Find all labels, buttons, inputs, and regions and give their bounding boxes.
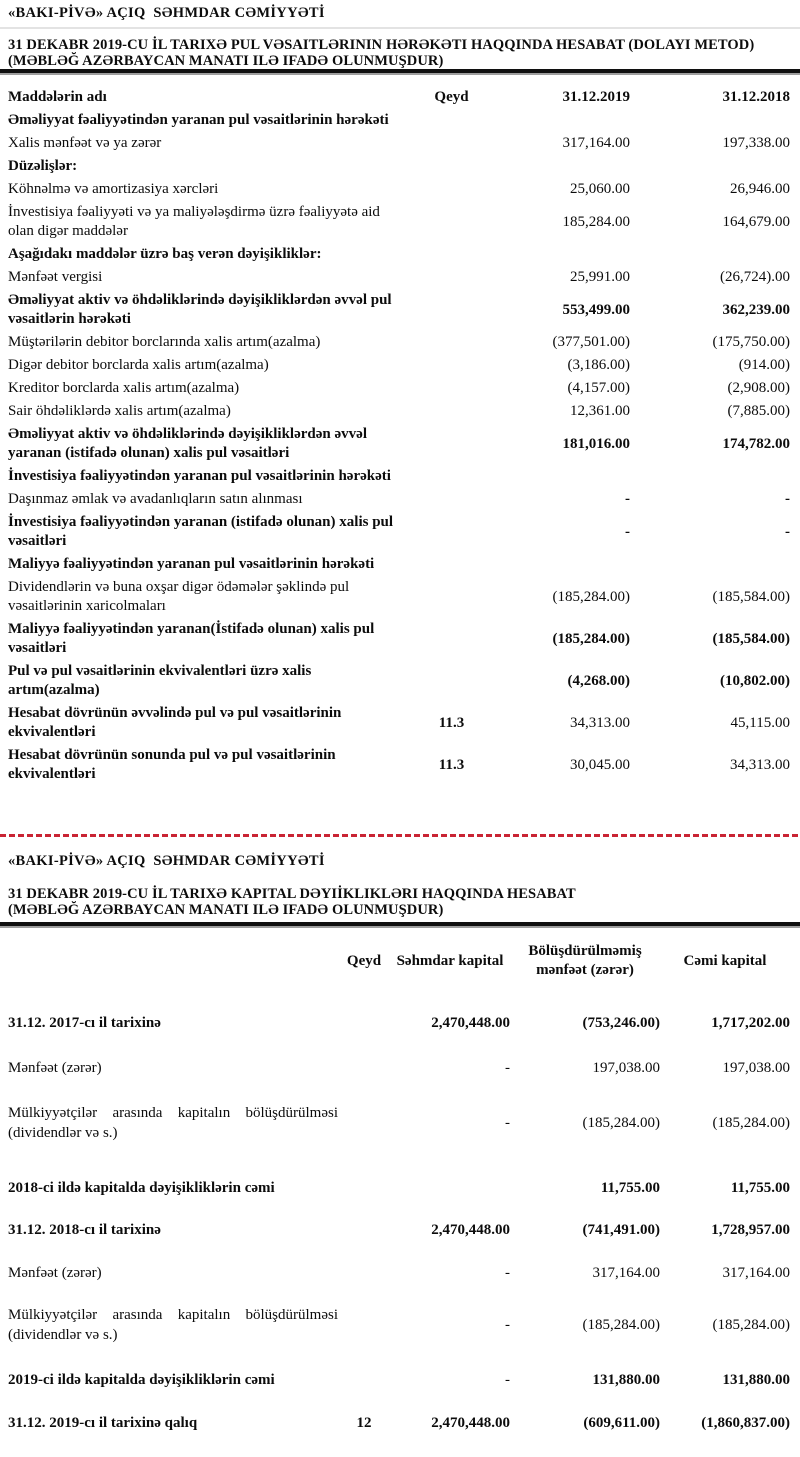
row-label: Maliyyə fəaliyyətindən yaranan pul vəsaitlərinin hərəkəti <box>8 556 375 572</box>
row-label: Mülkiyyətçilər arasında kapitalın bölüşdürülməsi (dividendlər və s.) <box>8 1307 338 1343</box>
table-row <box>8 555 798 574</box>
row-label: Kreditor borclarda xalis artım(azalma) <box>8 380 240 396</box>
table-row <box>8 425 798 463</box>
table-row <box>8 111 798 130</box>
value-2019: (185,284.00) <box>552 588 630 605</box>
table-row <box>8 704 798 742</box>
note-ref: 11.3 <box>438 714 465 731</box>
table-row <box>8 578 798 616</box>
row-label: 31.12. 2017-cı il tarixinə <box>8 1015 161 1031</box>
value-2018: (175,750.00) <box>712 334 790 350</box>
share-capital-value: - <box>505 1265 510 1281</box>
retained-earnings-value: 11,755.00 <box>600 1180 660 1196</box>
row-label: Mənfəət (zərər) <box>8 1265 102 1281</box>
table-row <box>8 746 798 784</box>
row-label: Hesabat dövrünün əvvəlində pul və pul vəsaitlərinin ekvivalentləri <box>8 705 342 740</box>
value-2018: 34,313.00 <box>730 756 790 773</box>
table-row <box>8 662 798 700</box>
total-capital-value: 317,164.00 <box>722 1265 790 1281</box>
value-2018: (185,584.00) <box>712 630 790 647</box>
table-row <box>8 1058 790 1078</box>
table-row <box>8 1220 790 1240</box>
table-row <box>8 180 798 199</box>
value-2018: 164,679.00 <box>722 213 790 230</box>
column-header-total-capital: Cəmi kapital <box>683 952 767 969</box>
table-row <box>8 134 798 153</box>
column-header-note: Qeyd <box>346 952 382 969</box>
table-row <box>8 467 798 486</box>
statement2-title <box>8 886 794 918</box>
column-header-name: Maddələrin adı <box>8 89 107 105</box>
column-header-share-capital: Səhmdar kapital <box>396 952 504 969</box>
column-header-note: Qeyd <box>434 89 469 105</box>
value-2018: (914.00) <box>738 357 790 373</box>
row-label: Aşağıdakı maddələr üzrə baş verən dəyişikliklər: <box>8 246 322 262</box>
share-capital-value: 2,470,448.00 <box>431 1415 510 1431</box>
total-capital-value: 11,755.00 <box>730 1180 790 1196</box>
row-label: Daşınmaz əmlak və avadanlıqların satın alınması <box>8 491 303 507</box>
equity-changes-table <box>8 942 790 1433</box>
statement1-title <box>8 37 794 69</box>
retained-earnings-value: (185,284.00) <box>582 1317 660 1333</box>
value-2018: 197,338.00 <box>722 135 790 151</box>
table-row <box>8 1178 790 1198</box>
value-2018: 362,239.00 <box>722 301 790 318</box>
table-row <box>8 402 798 421</box>
value-2019: 25,060.00 <box>570 181 630 197</box>
company-name: «BAKI-PİVƏ» AÇIQ SƏHMDAR CƏMİYYƏTİ <box>8 853 325 869</box>
cash-flow-table <box>8 88 798 788</box>
table-row <box>8 291 798 329</box>
value-2019: (185,284.00) <box>552 630 630 647</box>
value-2019: 185,284.00 <box>562 213 630 230</box>
row-label: Pul və pul vəsaitlərinin ekvivalentləri üzrə xalis artım(azalma) <box>8 663 312 698</box>
value-2018: (10,802.00) <box>720 672 790 689</box>
row-label: Mənfəət (zərər) <box>8 1060 102 1076</box>
table-row <box>8 1103 790 1143</box>
share-capital-value: - <box>505 1372 510 1388</box>
statement1-title-line2: (MƏBLƏĞ AZƏRBAYCAN MANATI ILƏ IFADƏ OLUNMUŞDUR) <box>8 53 444 69</box>
row-label: Əməliyyat aktiv və öhdəliklərində dəyişikliklərdən əvvəl pul vəsaitlərin hərəkəti <box>8 292 392 327</box>
row-label: Hesabat dövrünün sonunda pul və pul vəsaitlərinin ekvivalentləri <box>8 747 336 782</box>
row-label: Əməliyyat fəaliyyətindən yaranan pul vəsaitlərinin hərəkəti <box>8 112 389 128</box>
total-capital-value: 197,038.00 <box>722 1060 790 1076</box>
value-2019: (4,268.00) <box>567 672 630 689</box>
retained-earnings-value: 317,164.00 <box>592 1265 660 1281</box>
retained-earnings-value: (609,611.00) <box>583 1415 660 1431</box>
table-row <box>8 245 798 264</box>
table-row <box>8 379 798 398</box>
row-label: Dividendlərin və buna oxşar digər ödəmələr şəklində pul vəsaitlərinin xaricolmaları <box>8 579 350 614</box>
row-label: Düzəlişlər: <box>8 158 78 174</box>
table-row <box>8 356 798 375</box>
table-header-row <box>8 942 790 980</box>
total-capital-value: (185,284.00) <box>712 1317 790 1333</box>
share-capital-value: - <box>505 1317 510 1333</box>
table-row <box>8 1370 790 1390</box>
row-label: Köhnəlmə və amortizasiya xərcləri <box>8 181 219 197</box>
value-2018: (7,885.00) <box>727 403 790 419</box>
value-2018: - <box>785 491 790 507</box>
table-row <box>8 1413 790 1433</box>
retained-earnings-value: (741,491.00) <box>582 1222 660 1238</box>
value-2019: 553,499.00 <box>562 301 630 318</box>
total-capital-value: 131,880.00 <box>722 1372 790 1388</box>
table-row <box>8 1263 790 1283</box>
value-2018: (26,724).00 <box>720 269 790 285</box>
value-2018: 174,782.00 <box>722 435 790 452</box>
value-2019: 12,361.00 <box>570 403 630 419</box>
row-label: Sair öhdəliklərdə xalis artım(azalma) <box>8 403 231 419</box>
red-dashed-separator <box>0 834 800 837</box>
company-name: «BAKI-PİVƏ» AÇIQ SƏHMDAR CƏMİYYƏTİ <box>8 5 325 21</box>
row-label: 2018-ci ildə kapitalda dəyişikliklərin cəmi <box>8 1180 275 1196</box>
row-label: Mənfəət vergisi <box>8 269 103 285</box>
row-label: İnvestisiya fəaliyyəti və ya maliyələşdirmə üzrə fəaliyyətə aid olan digər maddələr <box>8 204 380 239</box>
retained-earnings-value: 197,038.00 <box>592 1060 660 1076</box>
value-2019: 181,016.00 <box>562 435 630 452</box>
row-label: Digər debitor borclarda xalis artım(azalma) <box>8 357 269 373</box>
share-capital-value: 2,470,448.00 <box>431 1222 510 1238</box>
value-2019: 34,313.00 <box>570 714 630 731</box>
value-2019: - <box>625 523 630 540</box>
value-2018: 45,115.00 <box>730 714 790 731</box>
retained-earnings-value: (185,284.00) <box>582 1115 660 1131</box>
value-2018: - <box>785 523 790 540</box>
title-rule <box>0 69 800 73</box>
table-row <box>8 157 798 176</box>
table-row <box>8 513 798 551</box>
value-2019: (4,157.00) <box>567 380 630 396</box>
value-2018: 26,946.00 <box>730 181 790 197</box>
value-2018: (185,584.00) <box>712 588 790 605</box>
note-ref: 11.3 <box>438 756 465 773</box>
row-label: Xalis mənfəət və ya zərər <box>8 135 162 151</box>
share-capital-value: 2,470,448.00 <box>431 1015 510 1031</box>
total-capital-value: (1,860,837.00) <box>701 1415 790 1431</box>
row-label: İnvestisiya fəaliyyətindən yaranan pul vəsaitlərinin hərəkəti <box>8 468 391 484</box>
statement2-title-line2: (MƏBLƏĞ AZƏRBAYCAN MANATI ILƏ IFADƏ OLUNMUŞDUR) <box>8 902 444 918</box>
value-2019: (377,501.00) <box>552 334 630 350</box>
value-2019: - <box>625 491 630 507</box>
total-capital-value: 1,717,202.00 <box>711 1015 790 1031</box>
table-row <box>8 203 798 241</box>
row-label: İnvestisiya fəaliyyətindən yaranan (istifadə olunan) xalis pul vəsaitləri <box>8 514 394 549</box>
value-2019: (3,186.00) <box>567 357 630 373</box>
retained-earnings-value: 131,880.00 <box>592 1372 660 1388</box>
table-row <box>8 490 798 509</box>
row-label: Əməliyyat aktiv və öhdəliklərində dəyişikliklərdən əvvəl yaranan (istifadə olunan) xalis pul vəsaitləri <box>8 426 367 461</box>
share-capital-value: - <box>505 1115 510 1131</box>
statement2-title-line1: 31 DEKABR 2019-CU İL TARIXƏ KAPITAL DƏYIİKLIKLƏRI HAQQINDA HESABAT <box>8 886 576 902</box>
column-header-2019: 31.12.2019 <box>562 89 630 105</box>
row-label: 31.12. 2018-cı il tarixinə <box>8 1222 161 1238</box>
row-label: Maliyyə fəaliyyətindən yaranan(İstifadə olunan) xalis pul vəsaitləri <box>8 621 375 656</box>
table-row <box>8 1305 790 1345</box>
table-row <box>8 333 798 352</box>
table-row <box>8 1013 790 1033</box>
total-capital-value: (185,284.00) <box>712 1115 790 1131</box>
statement1-title-line1: 31 DEKABR 2019-CU İL TARIXƏ PUL VƏSAITLƏRININ HƏRƏKƏTI HAQQINDA HESABAT (DOLAYI METOD) <box>8 37 755 53</box>
column-header-retained-earnings: Bölüşdürülməmiş mənfəət (zərər) <box>528 943 642 978</box>
share-capital-value: - <box>505 1060 510 1076</box>
retained-earnings-value: (753,246.00) <box>582 1015 660 1031</box>
row-label: Müştərilərin debitor borclarında xalis artım(azalma) <box>8 334 321 350</box>
table-row <box>8 620 798 658</box>
header-hairline <box>0 27 800 29</box>
total-capital-value: 1,728,957.00 <box>711 1222 790 1238</box>
column-header-2018: 31.12.2018 <box>722 89 790 105</box>
row-label: Mülkiyyətçilər arasında kapitalın bölüşdürülməsi (dividendlər və s.) <box>8 1105 338 1141</box>
title-rule <box>0 922 800 926</box>
row-label: 2019-ci ildə kapitalda dəyişikliklərin cəmi <box>8 1372 275 1388</box>
row-label: 31.12. 2019-cı il tarixinə qalıq <box>8 1415 198 1431</box>
value-2019: 30,045.00 <box>570 756 630 773</box>
note-ref: 12 <box>356 1415 372 1431</box>
value-2019: 25,991.00 <box>570 269 630 285</box>
table-header-row <box>8 88 798 107</box>
value-2019: 317,164.00 <box>562 135 630 151</box>
value-2018: (2,908.00) <box>727 380 790 396</box>
table-row <box>8 268 798 287</box>
